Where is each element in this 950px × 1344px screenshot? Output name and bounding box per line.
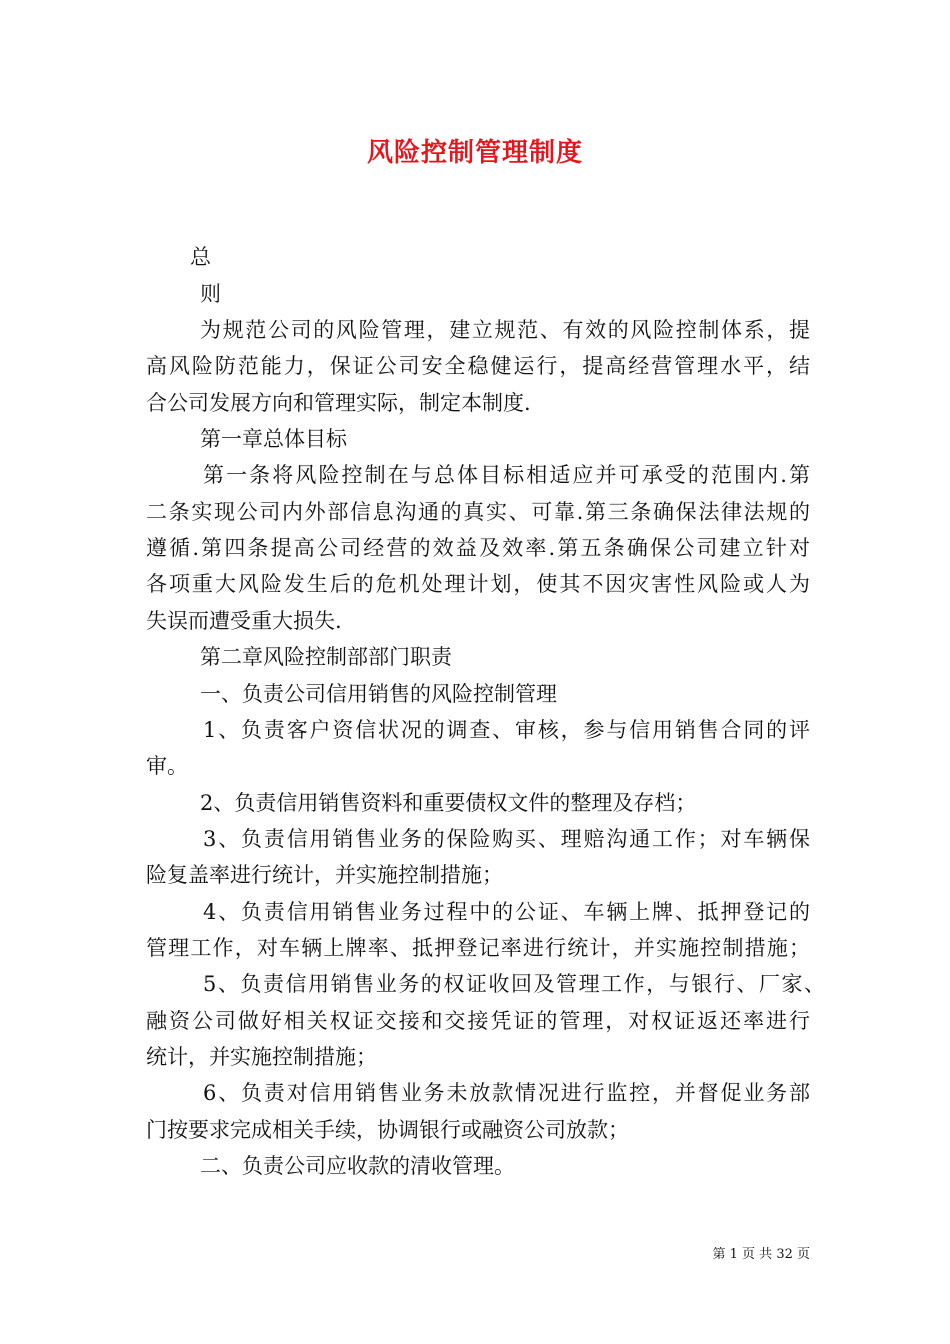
- text-line: 审。: [146, 754, 188, 778]
- text-line: 5、负责信用销售业务的权证收回及管理工作，与银行、厂家、: [203, 972, 825, 996]
- document-title: 风险控制管理制度: [366, 138, 583, 168]
- text-line: 管理工作，对车辆上牌率、抵押登记率进行统计，并实施控制措施；: [146, 936, 810, 960]
- text-line: 失误而遭受重大损失.: [146, 609, 342, 633]
- text-line: 第二章风险控制部部门职责: [200, 645, 452, 669]
- text-line: 为规范公司的风险管理，建立规范、有效的风险控制体系，提: [200, 318, 810, 342]
- text-line: 则: [200, 282, 221, 306]
- text-line: 融资公司做好相关权证交接和交接凭证的管理，对权证返还率进行: [146, 1009, 810, 1033]
- text-line: 1、负责客户资信状况的调查、审核，参与信用销售合同的评: [203, 718, 810, 742]
- text-line: 二条实现公司内外部信息沟通的真实、可靠.第三条确保法律法规的: [146, 500, 810, 524]
- text-line: 一、负责公司信用销售的风险控制管理: [200, 682, 557, 706]
- text-line: 3、负责信用销售业务的保险购买、理赔沟通工作；对车辆保: [203, 827, 810, 851]
- text-line: 各项重大风险发生后的危机处理计划，使其不因灾害性风险或人为: [146, 572, 810, 596]
- text-line: 总: [190, 245, 211, 269]
- text-line: 二、负责公司应收款的清收管理。: [200, 1154, 515, 1178]
- page-footer: 第 1 页 共 32 页: [712, 1247, 810, 1262]
- text-line: 第一条将风险控制在与总体目标相适应并可承受的范围内.第: [203, 463, 810, 487]
- text-line: 险复盖率进行统计，并实施控制措施；: [146, 863, 503, 887]
- text-line: 遵循.第四条提高公司经营的效益及效率.第五条确保公司建立针对: [146, 536, 810, 560]
- text-line: 2、负责信用销售资料和重要债权文件的整理及存档；: [200, 791, 697, 815]
- text-line: 4、负责信用销售业务过程中的公证、车辆上牌、抵押登记的: [203, 900, 810, 924]
- text-line: 合公司发展方向和管理实际，制定本制度.: [146, 391, 531, 415]
- text-line: 高风险防范能力，保证公司安全稳健运行，提高经营管理水平，结: [146, 354, 810, 378]
- text-line: 门按要求完成相关手续，协调银行或融资公司放款；: [146, 1118, 629, 1142]
- text-line: 统计，并实施控制措施；: [146, 1045, 377, 1069]
- text-line: 6、负责对信用销售业务未放款情况进行监控，并督促业务部: [203, 1081, 810, 1105]
- text-line: 第一章总体目标: [200, 427, 347, 451]
